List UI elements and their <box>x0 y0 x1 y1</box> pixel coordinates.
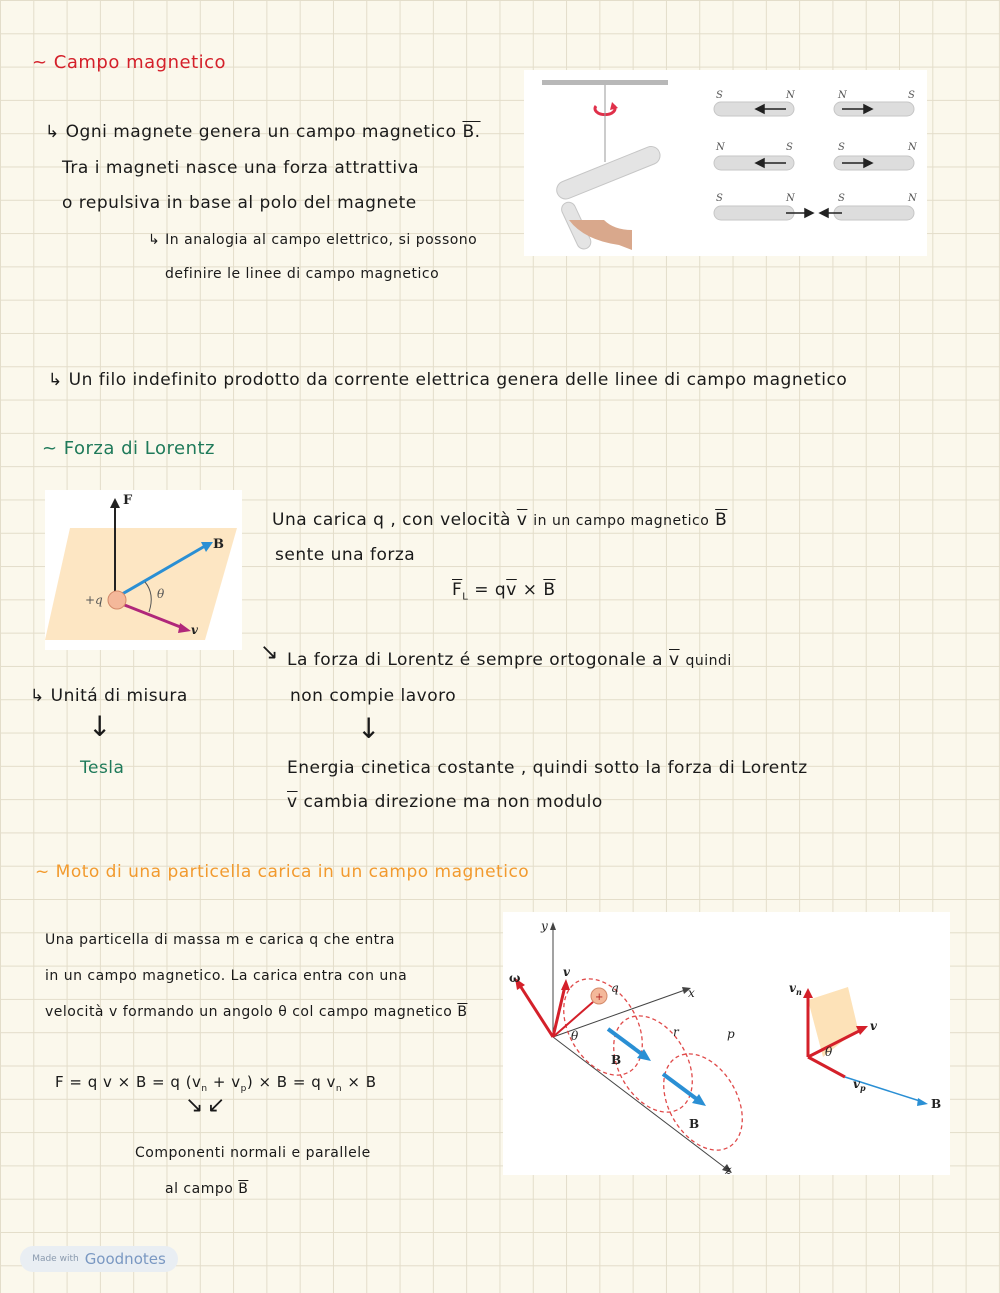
field-label: B <box>213 537 224 552</box>
note-line: velocità v formando un angolo θ col campo magnetico $\overline{B}$ <box>45 1004 468 1020</box>
svg-text:+: + <box>595 992 604 1003</box>
force-label: F <box>123 493 133 508</box>
pole-label: N <box>838 90 847 101</box>
v-label: v <box>563 965 570 979</box>
arrow-icon: ↘ <box>260 640 279 665</box>
vn-label: $v_n$ <box>789 981 802 997</box>
charge-label: +q <box>85 593 103 607</box>
note-line: sente una forza <box>275 545 416 565</box>
pitch-label: p <box>727 1027 735 1041</box>
q-label: q <box>611 981 619 995</box>
theta-label: θ <box>571 1029 579 1043</box>
section-title-moto-particella: ~ Moto di una particella carica in un campo magnetico <box>35 862 530 882</box>
magnets-figure <box>524 70 927 256</box>
pole-label: S <box>908 90 915 101</box>
unit-tesla: Tesla <box>80 758 125 778</box>
note-line: ↳ Ogni magnete genera un campo magnetico B. <box>45 122 481 142</box>
x-axis-label: x <box>688 986 695 1000</box>
note-line: in un campo magnetico. La carica entra con una <box>45 968 408 984</box>
pole-label: N <box>908 193 917 204</box>
note-line: Tra i magneti nasce una forza attrattiva <box>62 158 420 178</box>
note-line: Una particella di massa m e carica q che entra <box>45 932 396 948</box>
down-arrow-icon: ↓ <box>357 712 381 745</box>
note-line: definire le linee di campo magnetico <box>165 266 440 282</box>
note-line: $\overline{v}$ cambia direzione ma non modulo <box>287 792 603 812</box>
lorentz-figure <box>45 490 242 650</box>
pole-label: S <box>786 142 793 153</box>
note-line: ↳ In analogia al campo elettrico, si possono <box>148 232 478 248</box>
pole-label: N <box>908 142 917 153</box>
note-line: Energia cinetica costante , quindi sotto la forza di Lorentz <box>287 758 808 778</box>
v2-label: v <box>870 1019 877 1033</box>
pole-label: S <box>716 90 723 101</box>
lorentz-formula: $\overline{F}_L = q\overline{v} \times \overline{B}$ <box>452 580 556 603</box>
theta2-label: θ <box>825 1045 833 1059</box>
pole-label: N <box>786 90 795 101</box>
vp-label: $v_p$ <box>853 1077 866 1093</box>
angle-label: θ <box>157 587 165 601</box>
velocity-label: v <box>191 623 198 637</box>
y-axis-label: y <box>541 919 548 933</box>
note-line: non compie lavoro <box>290 686 457 706</box>
goodnotes-badge: Made with Goodnotes <box>20 1246 178 1272</box>
note-line: La forza di Lorentz é sempre ortogonale a $\overline{v}$ quindi <box>287 650 732 670</box>
omega-label: ω <box>509 971 521 985</box>
note-line: Componenti normali e parallele <box>135 1145 371 1161</box>
helix-figure <box>503 912 950 1175</box>
arrow-icon: ↙ <box>207 1093 226 1118</box>
pole-label: S <box>838 142 845 153</box>
pole-label: N <box>786 193 795 204</box>
note-line: ↳ Unitá di misura <box>30 686 188 706</box>
section-title-campo-magnetico: ~ Campo magnetico <box>32 52 227 73</box>
note-line: ↳ Un filo indefinito prodotto da corrente elettrica genera delle linee di campo magnetico <box>48 370 848 390</box>
b-label: B <box>611 1053 622 1067</box>
arrow-icon: ↘ <box>185 1093 204 1118</box>
pole-label: S <box>716 193 723 204</box>
b3-label: B <box>931 1097 942 1111</box>
note-line: al campo $\overline{B}$ <box>165 1181 249 1197</box>
section-title-forza-di-lorentz: ~ Forza di Lorentz <box>42 438 215 459</box>
pole-label: N <box>716 142 725 153</box>
z-axis-label: z <box>725 1163 732 1175</box>
radius-label: r <box>673 1025 679 1039</box>
pole-label: S <box>838 193 845 204</box>
note-line: o repulsiva in base al polo del magnete <box>62 193 417 213</box>
down-arrow-icon: ↓ <box>88 710 112 743</box>
b-label: B <box>689 1117 700 1131</box>
motion-equation: F = q v × B = q $(v_n + v_p) \times B = q$ $v_n \times B$ <box>55 1073 377 1094</box>
note-line: Una carica q , con velocità $\overline{v}$ in un campo magnetico $\overline{B}$ <box>272 510 728 530</box>
